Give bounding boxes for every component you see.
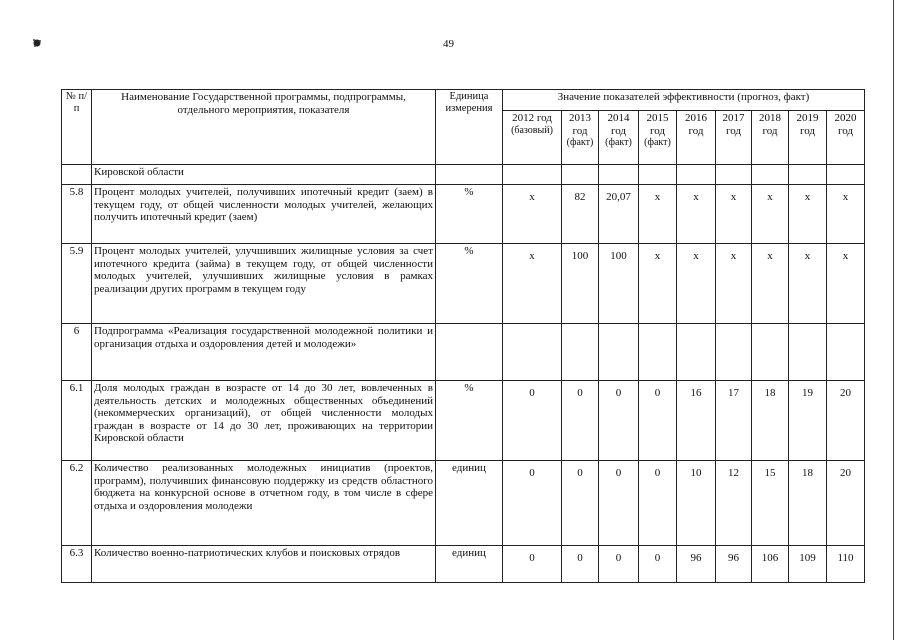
row-value: 109 (789, 546, 827, 583)
header-num: № п/п (62, 90, 92, 165)
row-value (562, 165, 599, 185)
table-row (62, 381, 865, 461)
header-year (639, 111, 677, 165)
header-name: Наименование Государственной программы, подпрограммы, отдельного мероприятия, показателя (92, 90, 436, 165)
row-value (716, 165, 752, 185)
header-year-line2: год (762, 124, 778, 137)
header-year (752, 111, 789, 165)
header-year (827, 111, 865, 165)
row-value: х (716, 244, 752, 324)
row-unit: % (436, 244, 503, 324)
row-value: 20 (827, 461, 865, 546)
scan-speck-icon (32, 38, 42, 48)
row-value: 0 (599, 461, 639, 546)
header-year (677, 111, 716, 165)
table-row (62, 324, 865, 381)
row-value: х (716, 185, 752, 244)
row-value: 19 (789, 381, 827, 461)
row-value: 18 (752, 381, 789, 461)
row-value: х (827, 244, 865, 324)
row-name: Процент молодых учителей, улучшивших жилищные условия за счет ипотечного кредита (займа) в текущем году, от общей численности молодых учителей, улучшивших жилищные условия в рамках реализации других программ в текущем году (92, 244, 436, 324)
header-year-line1: 2016 (685, 112, 707, 124)
header-year (562, 111, 599, 165)
row-value: 0 (639, 381, 677, 461)
header-year-line2: год (688, 124, 704, 137)
header-year-line2: год (610, 124, 627, 137)
row-value: 0 (562, 381, 599, 461)
header-year-line2: год (799, 124, 816, 137)
row-value (639, 165, 677, 185)
row-value: 0 (503, 381, 562, 461)
row-value: х (752, 244, 789, 324)
row-value: 0 (503, 546, 562, 583)
header-year-line1: 2017 (722, 112, 745, 124)
row-value: х (789, 185, 827, 244)
header-unit: Единица измерения (436, 90, 503, 165)
row-value (677, 324, 716, 381)
row-value (752, 165, 789, 185)
row-value: х (677, 244, 716, 324)
row-value: 100 (599, 244, 639, 324)
row-value: х (789, 244, 827, 324)
row-value (789, 165, 827, 185)
header-year-line1: 2019 (796, 112, 819, 124)
header-year (503, 111, 562, 165)
row-value: х (503, 244, 562, 324)
row-num: 5.9 (62, 244, 92, 324)
row-value (752, 324, 789, 381)
row-value: 15 (752, 461, 789, 546)
row-num: 5.8 (62, 185, 92, 244)
header-year-line3: (факт) (566, 137, 594, 148)
row-unit: % (436, 185, 503, 244)
header-year-line1: 2014 (607, 112, 630, 124)
row-unit: единиц (436, 546, 503, 583)
header-year-line1: 2018 (759, 112, 781, 124)
header-year (716, 111, 752, 165)
row-num: 6 (62, 324, 92, 381)
row-unit: % (436, 381, 503, 461)
header-year-line2: год (572, 124, 588, 137)
row-name: Количество военно-патриотических клубов и поисковых отрядов (92, 546, 436, 583)
header-year (789, 111, 827, 165)
header-values-group: Значение показателей эффективности (прогноз, факт) (503, 90, 865, 111)
header-year-line3: (факт) (605, 137, 632, 148)
row-value: 0 (639, 546, 677, 583)
row-value: х (677, 185, 716, 244)
row-unit (436, 324, 503, 381)
row-value: 106 (752, 546, 789, 583)
table-header-row (62, 90, 865, 111)
row-value: 0 (562, 461, 599, 546)
row-value (599, 165, 639, 185)
row-value: 17 (716, 381, 752, 461)
row-name: Процент молодых учителей, получивших ипотечный кредит (заем) в текущем году, от общей численности молодых учителей, желающих получить ипотечный кредит (заем) (92, 185, 436, 244)
row-value: 0 (503, 461, 562, 546)
row-value: 0 (599, 546, 639, 583)
row-value: 20 (827, 381, 865, 461)
row-value (599, 324, 639, 381)
row-value: 10 (677, 461, 716, 546)
row-value: 96 (716, 546, 752, 583)
row-num: 6.2 (62, 461, 92, 546)
row-num: 6.3 (62, 546, 92, 583)
row-value: 16 (677, 381, 716, 461)
table-row (62, 461, 865, 546)
row-value: х (639, 185, 677, 244)
row-value: 110 (827, 546, 865, 583)
header-year-line2: год (838, 124, 854, 137)
table-row (62, 244, 865, 324)
page-number: 49 (443, 38, 454, 50)
row-value: х (503, 185, 562, 244)
row-value (827, 165, 865, 185)
row-value (562, 324, 599, 381)
indicators-table (61, 89, 865, 583)
row-value: х (827, 185, 865, 244)
header-year-line2: год (725, 124, 742, 137)
row-name: Кировской области (92, 165, 436, 185)
row-value: 0 (562, 546, 599, 583)
row-value (503, 165, 562, 185)
table-row (62, 165, 865, 185)
header-year-line1: 2015 (646, 112, 669, 124)
row-num: 6.1 (62, 381, 92, 461)
row-unit (436, 165, 503, 185)
row-value: 82 (562, 185, 599, 244)
header-year-line1: 2020 (834, 112, 857, 124)
header-year-line1: 2012 год (512, 112, 552, 124)
row-value: 20,07 (599, 185, 639, 244)
row-value (639, 324, 677, 381)
header-year (599, 111, 639, 165)
row-value (677, 165, 716, 185)
row-value: 96 (677, 546, 716, 583)
row-value: х (752, 185, 789, 244)
row-value: 0 (599, 381, 639, 461)
row-name: Количество реализованных молодежных инициатив (проектов, программ), получивших финансовую поддержку из средств областного бюджета на конкурсной основе в отчетном году, в том числе в сфере отдыха и оздоровления молодежи (92, 461, 436, 546)
header-year-line1: 2013 (569, 112, 591, 124)
row-name: Доля молодых граждан в возрасте от 14 до 30 лет, вовлеченных в деятельность детских и молодежных общественных объединений (некоммерческих организаций), от общей численности молодых граждан в возрасте от 14 до 30 лет, проживающих на территории Кировской области (92, 381, 436, 461)
row-value: 100 (562, 244, 599, 324)
row-num (62, 165, 92, 185)
header-year-line2: год (649, 124, 666, 137)
table-row (62, 546, 865, 583)
row-value: 18 (789, 461, 827, 546)
scan-edge-line (893, 0, 894, 640)
header-year-line3: (факт) (644, 137, 671, 148)
row-value: х (639, 244, 677, 324)
row-name: Подпрограмма «Реализация государственной молодежной политики и организация отдыха и оздоровления детей и молодежи» (92, 324, 436, 381)
header-year-line2: (базовый) (511, 124, 553, 136)
row-value (503, 324, 562, 381)
row-value: 12 (716, 461, 752, 546)
row-value (716, 324, 752, 381)
row-value (789, 324, 827, 381)
row-value: 0 (639, 461, 677, 546)
row-value (827, 324, 865, 381)
table-row (62, 185, 865, 244)
row-unit: единиц (436, 461, 503, 546)
